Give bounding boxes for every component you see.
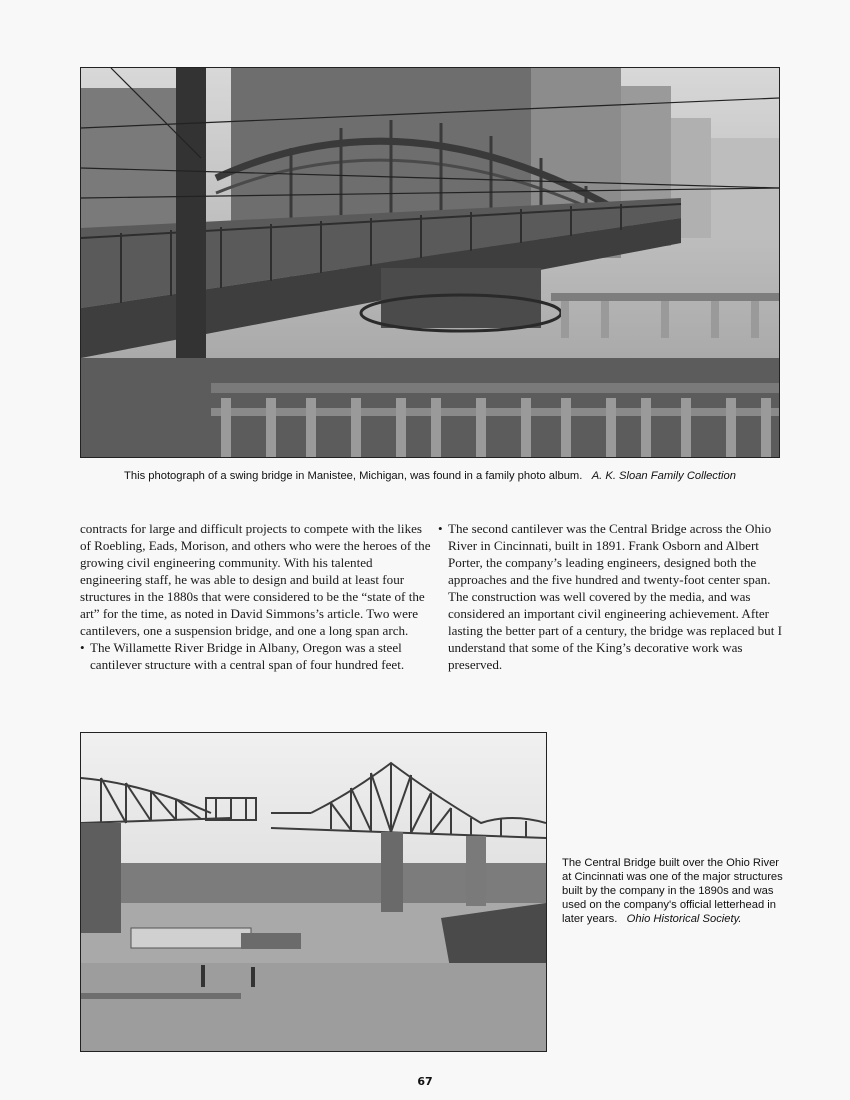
photo-credit: Ohio Historical Society. [626, 913, 742, 925]
bullet-glyph: • [80, 640, 85, 655]
central-bridge-photo [80, 732, 547, 1052]
bottom-photo-caption [562, 856, 787, 926]
right-column [438, 520, 783, 673]
caption-text: This photograph of a swing bridge in Manistee, Michigan, was found in a family photo album. [124, 470, 583, 482]
photo-credit: A. K. Sloan Family Collection [591, 470, 736, 482]
body-paragraph: contracts for large and difficult projects to compete with the likes of Roebling, Eads, Morison, and others who were the heroes of the growing civil engineering community. With his talented engineering staff, he was able to design and build at least four structures in the 1880s that were considered to be the “state of the art” for the time, as noted in David Simmons’s article. Two were cantilevers, one a suspension bridge, and one a long span arch. [80, 521, 431, 638]
bridge-pier [381, 832, 403, 912]
timber-fender [211, 383, 779, 393]
bridge-pier [81, 823, 121, 933]
foreground-shore [81, 963, 546, 1051]
bullet-item [80, 639, 435, 673]
person [201, 965, 205, 987]
person [251, 967, 255, 987]
bridge-pier [466, 836, 486, 906]
swing-bridge-illustration [81, 68, 779, 457]
bullet-text: The Willamette River Bridge in Albany, Oregon was a steel cantilever structure with a central span of four hundred feet. [90, 640, 405, 672]
page-number: 67 [417, 1075, 433, 1088]
swing-bridge-photo [80, 67, 780, 458]
caption-text: The Central Bridge built over the Ohio River at Cincinnati was one of the major structures built by the company in the 1890s and was used on the company's official letterhead in later years. [562, 857, 783, 925]
steamboat [131, 928, 251, 948]
barge [241, 933, 301, 949]
bullet-glyph: • [438, 521, 443, 536]
left-column [80, 520, 435, 673]
bullet-item [438, 520, 783, 673]
bullet-text: The second cantilever was the Central Bridge across the Ohio River in Cincinnati, built in 1891. Frank Osborn and Albert Porter, the company’s leading engineers, designed both the approaches and the five hundred and twenty-foot center span. The construction was well covered by the media, and was considered an important civil engineering achievement. After lasting the better part of a century, the bridge was replaced but I understand that some of the King’s decorative work was preserved. [448, 521, 782, 672]
central-bridge-illustration [81, 733, 546, 1051]
top-photo-caption [80, 469, 780, 483]
